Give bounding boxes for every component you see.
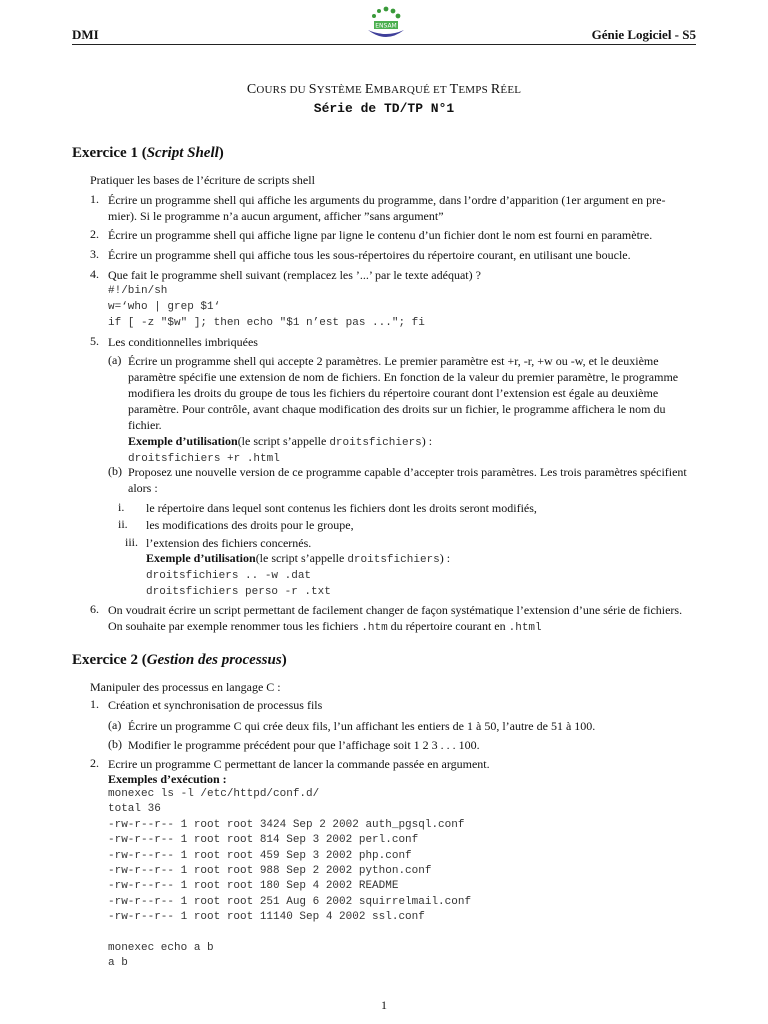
- header-right: Génie Logiciel - S5: [591, 27, 696, 42]
- ex1-q6-text: On voudrait écrire un script permettant de facilement changer de façon systématique l’extension d’une série de fichiers. On souhaite par exemple renommer tous les fichiers .htm du répertoire courant en .html: [108, 603, 683, 634]
- ex1-q5b-label: (b): [108, 464, 122, 478]
- ex2-q2-examples-label: Exemples d’exécution :: [108, 772, 227, 786]
- ensam-logo: [364, 6, 408, 44]
- ex1-q5b-iii-number: iii.: [125, 535, 139, 549]
- ex1-q4-number: 4.: [90, 267, 99, 281]
- ex1-q5b-example: Exemple d’utilisation(le script s’appelle droitsfichiers) : droitsfichiers .. -w .dat droitsfichiers perso -r .txt: [146, 551, 451, 598]
- ex2-q1b-text: Modifier le programme précédent pour que l’affichage soit 1 2 3 . . . 100.: [128, 738, 480, 752]
- ex1-q5b-ii-number: ii.: [118, 517, 128, 531]
- ex2-q1b-label: (b): [108, 737, 122, 751]
- ex1-q5b-i-number: i.: [118, 500, 125, 514]
- ex2-code-output: monexec ls -l /etc/httpd/conf.d/ total 36 -rw-r--r-- 1 root root 3424 Sep 2 2002 auth_pgsql.conf -rw-r--r-- 1 root root 814 Sep 3 2002 perl.conf -rw-r--r-- 1 root root 459 Sep 3 2002 php.conf -rw-r--r-- 1 root root 988 Sep 2 2002 python.conf -rw-r--r-- 1 root root 180 Sep 4 2002 README -rw-r--r-- 1 root root 251 Aug 6 2002 squirrelmail.conf -rw-r--r-- 1 root root 11140 Sep 4 2002 ssl.conf monexec echo a b a b: [108, 788, 472, 970]
- ex1-q5-number: 5.: [90, 334, 99, 348]
- header-left: DMI: [72, 27, 99, 42]
- ex1-q4-text: Que fait le programme shell suivant (remplacez les ’...’ par le texte adéquat) ?: [108, 268, 481, 282]
- ex1-q1-text: Écrire un programme shell qui affiche les arguments du programme, dans l’ordre d’apparition (1er argument en pre- mier). Si le programme n’a aucun argument, afficher ”sans argument”: [108, 193, 666, 223]
- ex1-q5-text: Les conditionnelles imbriquées: [108, 335, 258, 349]
- ex1-q5a-example: Exemple d’utilisation(le script s’appelle droitsfichiers) :: [128, 434, 433, 449]
- ex2-q1a-label: (a): [108, 718, 122, 732]
- ex1-q5a-label: (a): [108, 353, 122, 367]
- ex2-intro: Manipuler des processus en langage C :: [90, 680, 281, 694]
- page-number: 1: [381, 998, 387, 1012]
- exercise-1-heading: Exercice 1 (Script Shell): [72, 145, 224, 161]
- ex1-q2-text: Écrire un programme shell qui affiche ligne par ligne le contenu d’un fichier dont le nom est fourni en paramètre.: [108, 228, 653, 242]
- ex1-q4-code: #!/bin/sh w=‘who | grep $1‘ if [ -z "$w" ]; then echo "$1 n’est pas ..."; fi: [108, 285, 425, 329]
- ex2-q1-number: 1.: [90, 697, 99, 711]
- ex2-q1-text: Création et synchronisation de processus fils: [108, 698, 323, 712]
- ex1-intro: Pratiquer les bases de l’écriture de scripts shell: [90, 173, 315, 187]
- svg-text:ENSAM: ENSAM: [375, 22, 397, 30]
- series-title: Série de TD/TP N°1: [313, 101, 455, 116]
- ex1-q5b-i-text: le répertoire dans lequel sont contenus les fichiers dont les droits seront modifiés,: [146, 501, 537, 515]
- exercise-2-heading: Exercice 2 (Gestion des processus): [72, 652, 287, 668]
- ex2-q2-text: Ecrire un programme C permettant de lancer la commande passée en argument.: [108, 757, 490, 771]
- ex1-q5b-ii-text: les modifications des droits pour le groupe,: [146, 518, 354, 532]
- ex1-q5a-code: droitsfichiers +r .html: [128, 453, 280, 465]
- ex1-q3-text: Écrire un programme shell qui affiche tous les sous-répertoires du répertoire courant, en utilisant une boucle.: [108, 248, 631, 262]
- ex1-q5b-text: Proposez une nouvelle version de ce programme capable d’accepter trois paramètres. Les trois paramètres spécifient alors :: [128, 465, 687, 495]
- ex1-q1-number: 1.: [90, 192, 99, 206]
- header-rule: [72, 44, 696, 45]
- ex1-q6-number: 6.: [90, 602, 99, 616]
- ex1-q5a-text: Écrire un programme shell qui accepte 2 paramètres. Le premier paramètre est +r, -r, +w ou -w, et le deuxième paramètre spécifie une extension de nom de fichiers. En fonction de la valeur du premier paramètre, le programme modifiera les droits du groupe de tous les fichiers du répertoire courant dont l’extension est égale au deuxième paramètre. Pour contrôle, avant chaque modification des droits sur un fichier, le programme affichera le nom du fichier. Exemple d’utilisation(le script s’appelle droitsfichiers) : droitsfichiers +r .html: [128, 353, 700, 467]
- ex2-q2-number: 2.: [90, 756, 99, 770]
- course-title: COURS DU SYSTÈME EMBARQUÉ ET TEMPS RÉEL: [246, 82, 522, 97]
- ex1-q2-number: 2.: [90, 227, 99, 241]
- ex1-q5b-iii-text: l’extension des fichiers concernés.: [146, 536, 312, 550]
- ex1-q3-number: 3.: [90, 247, 99, 261]
- ex2-q1a-text: Écrire un programme C qui crée deux fils, l’un affichant les entiers de 1 à 50, l’autre de 51 à 100.: [128, 719, 596, 733]
